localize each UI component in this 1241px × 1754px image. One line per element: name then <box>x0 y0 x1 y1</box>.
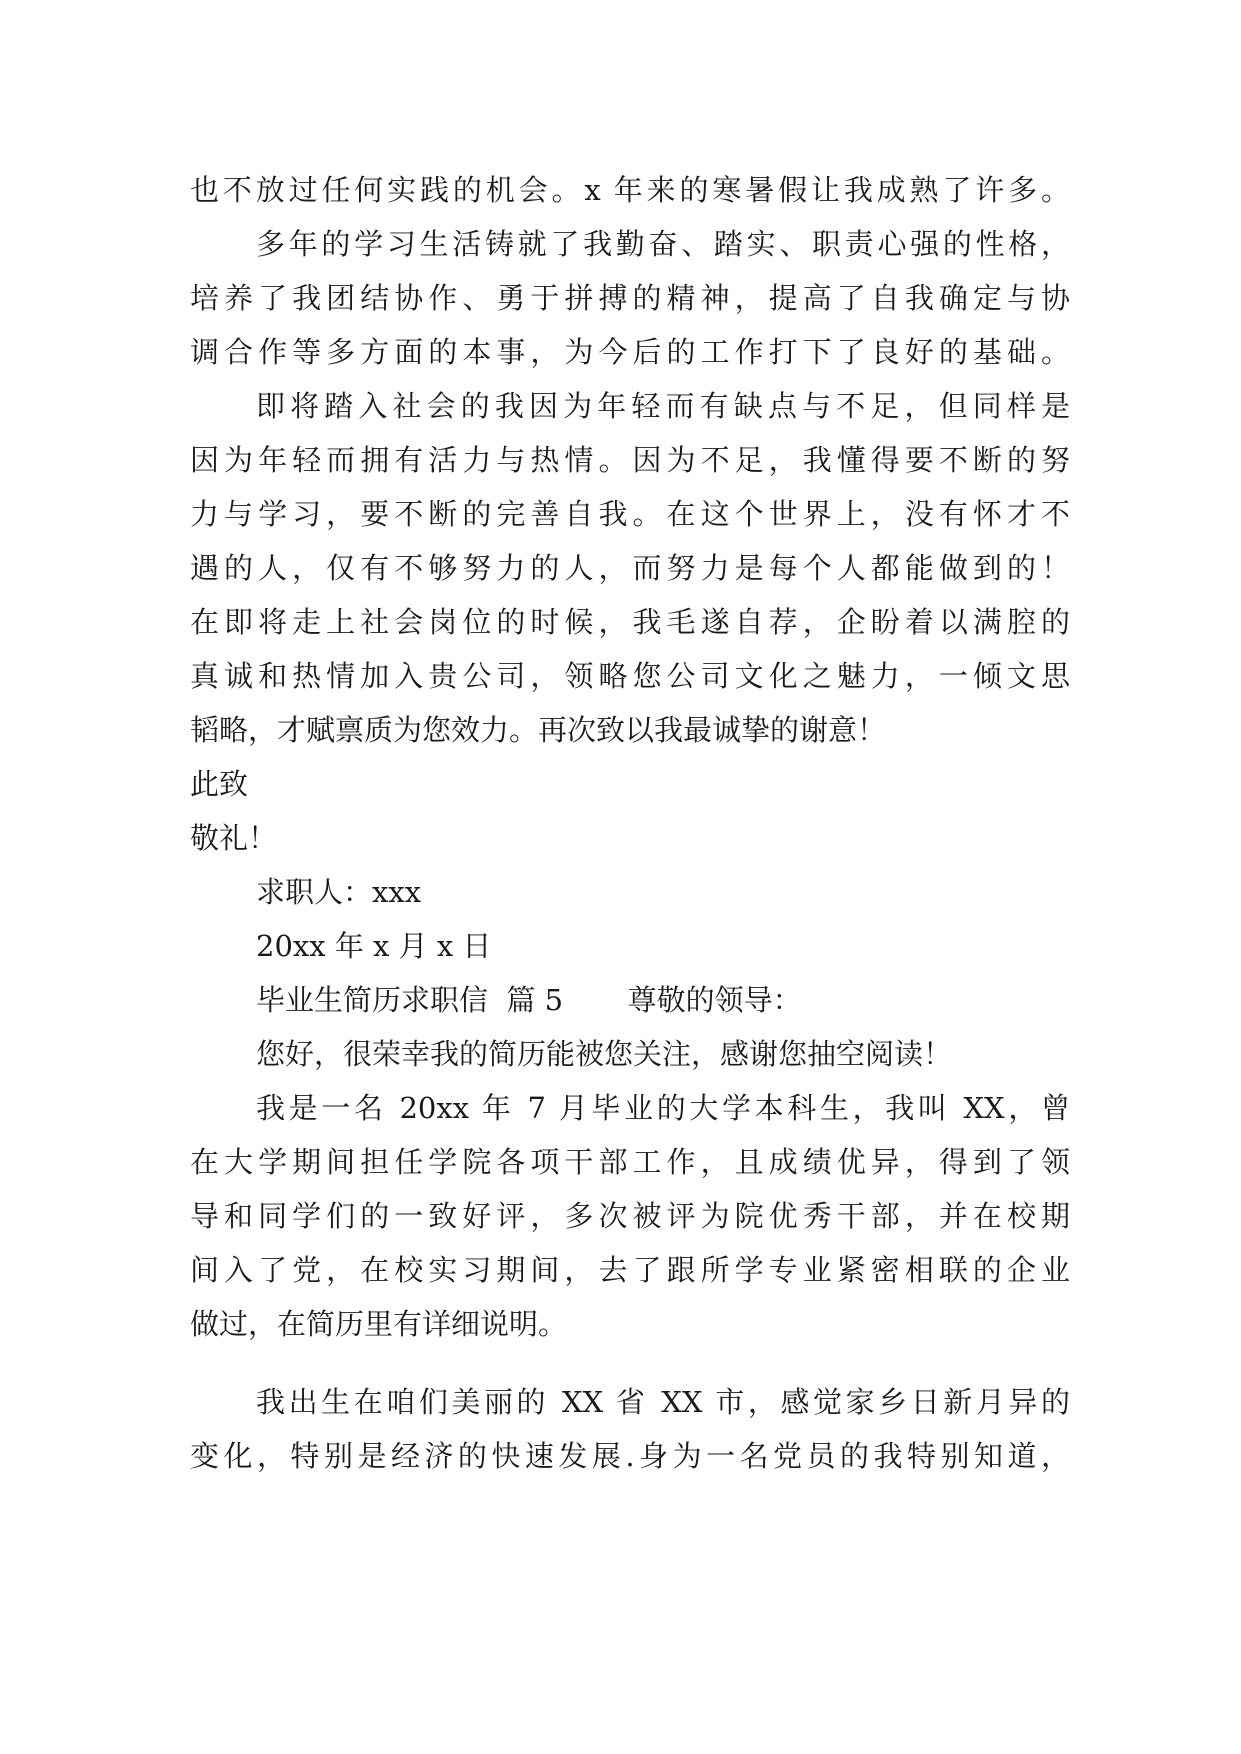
text-line: 间入了党，在校实习期间，去了跟所学专业紧密相联的企业 <box>190 1253 1070 1287</box>
text-line: 多年的学习生活铸就了我勤奋、踏实、职责心强的性格， <box>256 227 1070 261</box>
text-line: 即将踏入社会的我因为年轻而有缺点与不足，但同样是 <box>256 389 1070 423</box>
text-line: 调合作等多方面的本事，为今后的工作打下了良好的基础。 <box>190 335 1070 369</box>
text-line: 我是一名 20xx 年 7 月毕业的大学本科生，我叫 XX，曾 <box>256 1091 1070 1125</box>
text-line: 遇的人，仅有不够努力的人，而努力是每个人都能做到的！ <box>190 551 1070 585</box>
text-line: 您好，很荣幸我的简历能被您关注，感谢您抽空阅读！ <box>256 1037 953 1071</box>
salutation-regards: 敬礼！ <box>190 821 278 855</box>
section-heading: 毕业生简历求职信 篇 5 尊敬的领导： <box>256 983 802 1017</box>
text-line: 导和同学们的一致好评，多次被评为院优秀干部，并在校期 <box>190 1199 1070 1233</box>
text-line: 韬略，才赋禀质为您效力。再次致以我最诚挚的谢意！ <box>190 713 887 747</box>
salutation-closing: 此致 <box>190 767 249 801</box>
text-line: 真诚和热情加入贵公司，领略您公司文化之魅力，一倾文思 <box>190 659 1070 693</box>
text-line: 因为年轻而拥有活力与热情。因为不足，我懂得要不断的努 <box>190 443 1070 477</box>
text-line: 做过，在简历里有详细说明。 <box>190 1307 568 1341</box>
text-line: 培养了我团结协作、勇于拼搏的精神，提高了自我确定与协 <box>190 281 1070 315</box>
text-line: 在即将走上社会岗位的时候，我毛遂自荐，企盼着以满腔的 <box>190 605 1070 639</box>
text-line: 力与学习，要不断的完善自我。在这个世界上，没有怀才不 <box>190 497 1070 531</box>
text-line: 变化，特别是经济的快速发展.身为一名党员的我特别知道， <box>190 1439 1070 1473</box>
text-line: 也不放过任何实践的机会。x 年来的寒暑假让我成熟了许多。 <box>190 173 1070 207</box>
text-line: 我出生在咱们美丽的 XX 省 XX 市，感觉家乡日新月异的 <box>256 1385 1070 1419</box>
letter-date: 20xx 年 x 月 x 日 <box>256 929 492 963</box>
applicant-signature: 求职人：xxx <box>256 875 422 909</box>
text-line: 在大学期间担任学院各项干部工作，且成绩优异，得到了领 <box>190 1145 1070 1179</box>
